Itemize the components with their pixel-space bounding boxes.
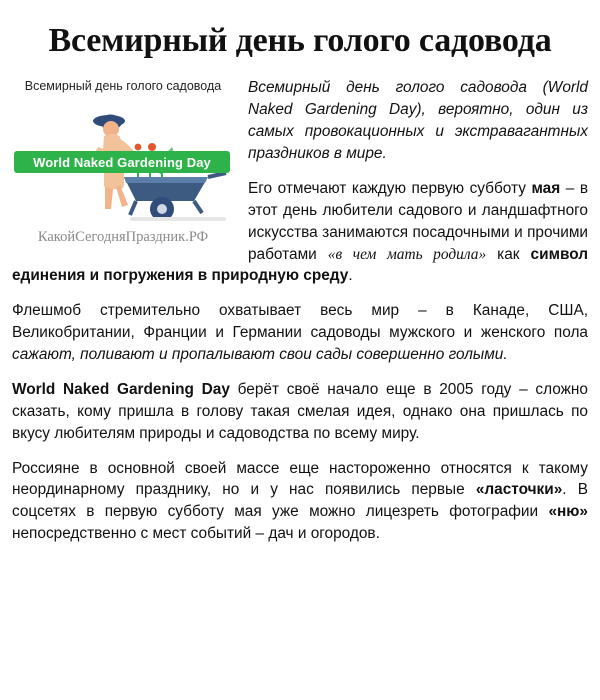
- figure-caption: Всемирный день голого садовода: [24, 79, 222, 94]
- p2-part-a: Его отмечают каждую первую субботу: [248, 179, 532, 197]
- p5-part-a: Россияне в основной своей массе еще настороженно относятся к такому неординарному празднику, но и у нас появились первые: [12, 459, 588, 499]
- paragraph-1-text: Всемирный день голого садовода (World Naked Gardening Day), вероятно, один из самых провокационных и экстравагантных праздников в мире.: [248, 79, 588, 163]
- article-body: [12, 77, 588, 558]
- p5-bold-nu: «ню»: [548, 503, 588, 521]
- paragraph-5: [12, 458, 588, 546]
- p3-italic-tail: сажают, поливают и пропалывают свои сады совершенно голыми.: [12, 346, 508, 364]
- p4-bold-title: World Naked Gardening Day: [12, 380, 230, 398]
- p5-bold-swallows: «ласточки»: [475, 481, 563, 499]
- page-title: Всемирный день голого садовода: [48, 22, 552, 59]
- p2-italic-quote: «в чем мать родила»: [327, 245, 487, 263]
- p3-part-a: Флешмоб стремительно охватывает весь мир – в Канаде, США, Великобритании, Франции и Германии садоводы мужского и женского пола: [12, 302, 588, 342]
- p5-part-e: непосредственно с мест событий – дач и огородов.: [12, 525, 380, 543]
- p2-part-g: .: [348, 267, 353, 285]
- p4-part-b: берёт своё начало еще в 2005 году – сложно сказать, кому пришла в голову такая смелая идея, однако она пришлась по вкусу любителям природы и садоводства по всему миру.: [12, 380, 588, 442]
- watermark: КакойСегодняПраздник.РФ: [37, 229, 209, 246]
- p5-part-c: . В соцсетях в первую субботу мая уже можно лицезреть фотографии: [12, 481, 588, 521]
- article-figure: [12, 79, 234, 246]
- p2-part-e: как: [486, 245, 531, 263]
- p2-part-c: – в этот день любители садового и ландшафтного искусства занимаются посадочными и прочими работами: [248, 179, 588, 263]
- illustration-banner: [14, 151, 230, 173]
- illustration-banner-text: World Naked Gardening Day: [33, 154, 211, 170]
- p2-bold-symbol: символ единения и погружения в природную среду: [12, 245, 589, 285]
- paragraph-3: [12, 300, 588, 366]
- illustration: [12, 99, 234, 227]
- p2-bold-may: мая: [531, 179, 561, 197]
- paragraph-4: [12, 379, 588, 445]
